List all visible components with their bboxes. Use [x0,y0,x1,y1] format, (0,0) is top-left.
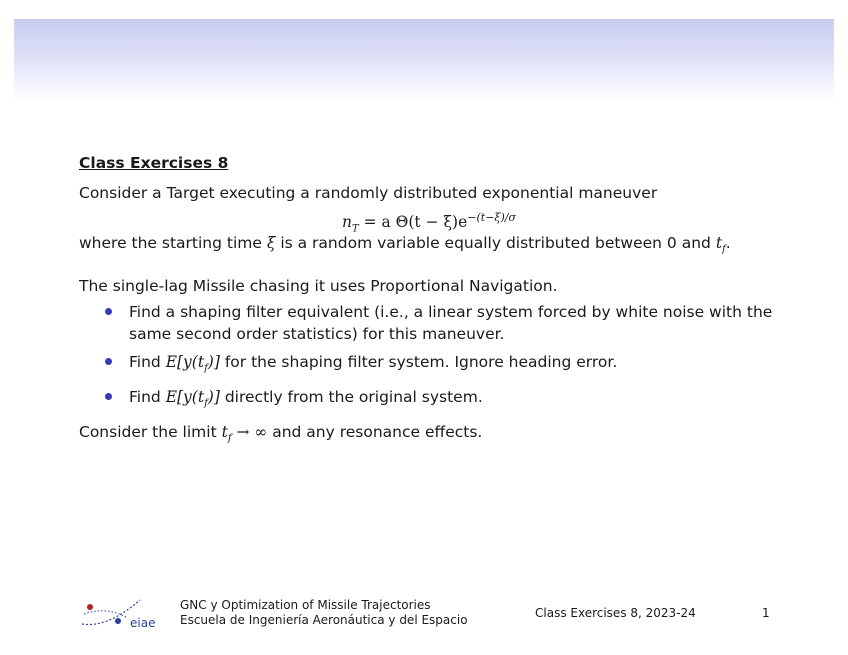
bullet-post: for the shaping filter system. Ignore heading error. [219,353,618,372]
school-name: Escuela de Ingeniería Aeronáutica y del Espacio [180,613,468,627]
line2-pre: where the starting time [79,234,267,252]
bullet-pre: Find [129,388,166,407]
intro-text: Consider a Target executing a randomly distributed exponential maneuver [79,184,658,202]
line2-mid: is a random variable equally distributed between 0 and [275,234,716,252]
bullet-math-sub: f [204,363,208,375]
slide-header-band [14,19,834,103]
limit-post: and any resonance effects. [267,423,483,442]
bullet-post: directly from the original system. [219,388,483,407]
bullet-icon [105,393,112,400]
eq-lhs-sub: T [351,223,359,235]
eq-rhs: = a Θ(t − ξ)e [363,213,468,232]
list-item [105,386,779,415]
svg-text:eiae: eiae [130,616,156,630]
line2-end: . [725,234,731,252]
bullet-icon [105,358,112,365]
maneuver-equation [79,206,779,235]
course-name: GNC y Optimization of Missile Trajectories [180,598,431,612]
page-number: 1 [762,606,770,620]
bullet-math-end: )] [207,388,220,407]
bullet-pre: Find [129,353,166,372]
list-item [105,301,779,345]
bullet-text: Find a shaping filter equivalent (i.e., a linear system forced by white noise with the same second order statistics) for this maneuver. [129,303,773,344]
eq-exponent: −(t−ξ)/σ [467,211,516,224]
limit-math-sub: f [227,433,232,445]
line2-xi: ξ [266,234,276,252]
bullet-icon [105,308,112,315]
start-time-text [79,232,779,261]
line2-tf-sub: f [722,244,726,256]
eq-lhs: n [342,213,352,232]
slide-content [79,152,779,450]
bullet-math-sub: f [204,398,208,410]
limit-math-end: → ∞ [231,423,268,442]
task-list [79,301,779,415]
line2-tf: t [715,234,723,252]
footer-slide-label: Class Exercises 8, 2023-24 [535,606,696,620]
slide-title: Class Exercises 8 [79,154,229,172]
bullet-math: E[y(t [165,388,205,407]
bullet-math: E[y(t [165,353,205,372]
footer-course-info [180,598,468,628]
limit-text [79,421,779,450]
missile-text: The single-lag Missile chasing it uses Proportional Navigation. [79,277,558,296]
eiae-logo-icon [78,594,158,634]
list-item [105,351,779,380]
bullet-math-end: )] [207,353,220,372]
slide-footer [0,590,848,640]
limit-pre: Consider the limit [79,423,222,442]
limit-math: t [221,423,228,442]
